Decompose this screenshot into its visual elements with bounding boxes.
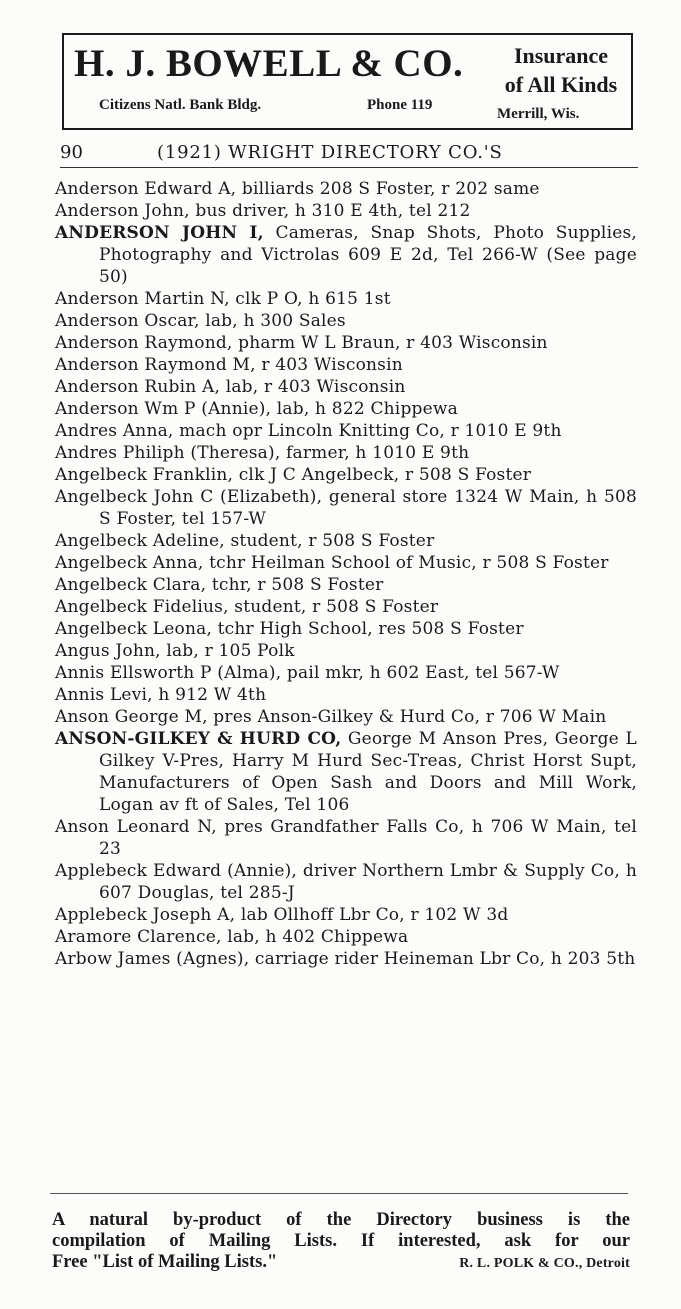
directory-entry	[55, 376, 637, 398]
entry-text: Angelbeck Leona, tchr High School, res 508 S Foster	[55, 619, 524, 639]
page-number: 90	[60, 142, 83, 163]
ad-insurance-line1: Insurance	[513, 43, 609, 68]
entry-text: Angus John, lab, r 105 Polk	[55, 641, 295, 661]
directory-entries	[55, 178, 637, 970]
directory-entry	[55, 684, 637, 706]
directory-entry	[55, 904, 637, 926]
directory-entry	[55, 816, 637, 860]
entry-text: Applebeck Edward (Annie), driver Northern Lmbr & Supply Co, h 607 Douglas, tel 285-J	[55, 861, 637, 903]
entry-text: Angelbeck Fidelius, student, r 508 S Foster	[55, 597, 439, 617]
page-header	[60, 141, 638, 168]
directory-entry	[55, 310, 637, 332]
entry-text: Anderson Raymond M, r 403 Wisconsin	[55, 355, 403, 375]
directory-entry	[55, 948, 637, 970]
directory-entry	[55, 574, 637, 596]
directory-entry	[55, 420, 637, 442]
directory-entry	[55, 178, 637, 200]
footer-line-3	[52, 1252, 630, 1274]
page-title: (1921) WRIGHT DIRECTORY CO.'S	[157, 142, 503, 163]
directory-entry	[55, 706, 637, 728]
directory-entry	[55, 596, 637, 618]
directory-entry	[55, 640, 637, 662]
advertisement-box	[62, 33, 633, 130]
entry-text: Anderson Wm P (Annie), lab, h 822 Chippewa	[55, 399, 458, 419]
ad-insurance-slogan	[491, 41, 631, 99]
directory-entry	[55, 662, 637, 684]
footer-line-1: A natural by-product of the Directory business is the	[52, 1210, 630, 1230]
footer-notice	[52, 1210, 630, 1274]
ad-insurance-line2: of All Kinds	[504, 72, 618, 97]
entry-text: Aramore Clarence, lab, h 402 Chippewa	[55, 927, 409, 947]
ad-phone: Phone 119	[367, 97, 433, 113]
directory-entry	[55, 442, 637, 464]
directory-entry	[55, 860, 637, 904]
entry-text: Anderson Martin N, clk P O, h 615 1st	[55, 289, 391, 309]
directory-entry	[55, 332, 637, 354]
directory-entry	[55, 398, 637, 420]
entry-text: Andres Philiph (Theresa), farmer, h 1010 E 9th	[55, 443, 470, 463]
entry-text: Angelbeck John C (Elizabeth), general store 1324 W Main, h 508 S Foster, tel 157-W	[55, 487, 637, 529]
entry-text: Annis Levi, h 912 W 4th	[55, 685, 267, 705]
directory-entry	[55, 926, 637, 948]
directory-entry	[55, 222, 637, 288]
entry-text: Arbow James (Agnes), carriage rider Heineman Lbr Co, h 203 5th	[55, 949, 636, 969]
entry-text: George M Anson Pres, George L Gilkey V-Pres, Harry M Hurd Sec-Treas, Christ Horst Supt, Manufacturers of Open Sash and Doors and Mill Work, Logan av ft of Sales, Tel 106	[99, 729, 637, 815]
entry-text: Angelbeck Anna, tchr Heilman School of Music, r 508 S Foster	[55, 553, 609, 573]
entry-text: Anderson Raymond, pharm W L Braun, r 403 Wisconsin	[55, 333, 548, 353]
entry-business-name: ANDERSON JOHN I,	[55, 223, 264, 243]
entry-text: Cameras, Snap Shots, Photo Supplies, Photography and Victrolas 609 E 2d, Tel 266-W (See page 50)	[99, 223, 637, 287]
footer-line-3-text: Free "List of Mailing Lists."	[52, 1252, 278, 1272]
directory-entry	[55, 200, 637, 222]
entry-text: Anson Leonard N, pres Grandfather Falls Co, h 706 W Main, tel 23	[55, 817, 637, 859]
footer-publisher: R. L. POLK & CO., Detroit	[459, 1256, 630, 1271]
entry-text: Anderson Edward A, billiards 208 S Foster, r 202 same	[55, 179, 540, 199]
directory-entry	[55, 354, 637, 376]
ad-firm-name: H. J. BOWELL & CO.	[74, 42, 464, 85]
directory-entry	[55, 464, 637, 486]
entry-text: Angelbeck Clara, tchr, r 508 S Foster	[55, 575, 384, 595]
entry-text: Anderson Rubin A, lab, r 403 Wisconsin	[55, 377, 406, 397]
footer-divider	[50, 1193, 628, 1194]
directory-entry	[55, 618, 637, 640]
entry-text: Annis Ellsworth P (Alma), pail mkr, h 602 East, tel 567-W	[55, 663, 560, 683]
entry-text: Andres Anna, mach opr Lincoln Knitting Co, r 1010 E 9th	[55, 421, 562, 441]
directory-entry	[55, 728, 637, 816]
entry-text: Anson George M, pres Anson-Gilkey & Hurd Co, r 706 W Main	[55, 707, 607, 727]
footer-line-2: compilation of Mailing Lists. If interested, ask for our	[52, 1231, 630, 1251]
ad-address: Citizens Natl. Bank Bldg.	[99, 97, 262, 113]
directory-entry	[55, 288, 637, 310]
directory-entry	[55, 530, 637, 552]
entry-text: Angelbeck Franklin, clk J C Angelbeck, r 508 S Foster	[55, 465, 532, 485]
entry-text: Applebeck Joseph A, lab Ollhoff Lbr Co, r 102 W 3d	[55, 905, 509, 925]
entry-text: Anderson John, bus driver, h 310 E 4th, tel 212	[55, 201, 471, 221]
directory-entry	[55, 486, 637, 530]
directory-entry	[55, 552, 637, 574]
entry-text: Angelbeck Adeline, student, r 508 S Foster	[55, 531, 435, 551]
entry-text: Anderson Oscar, lab, h 300 Sales	[55, 311, 346, 331]
ad-city: Merrill, Wis.	[497, 106, 580, 122]
entry-business-name: ANSON-GILKEY & HURD CO,	[55, 729, 342, 749]
